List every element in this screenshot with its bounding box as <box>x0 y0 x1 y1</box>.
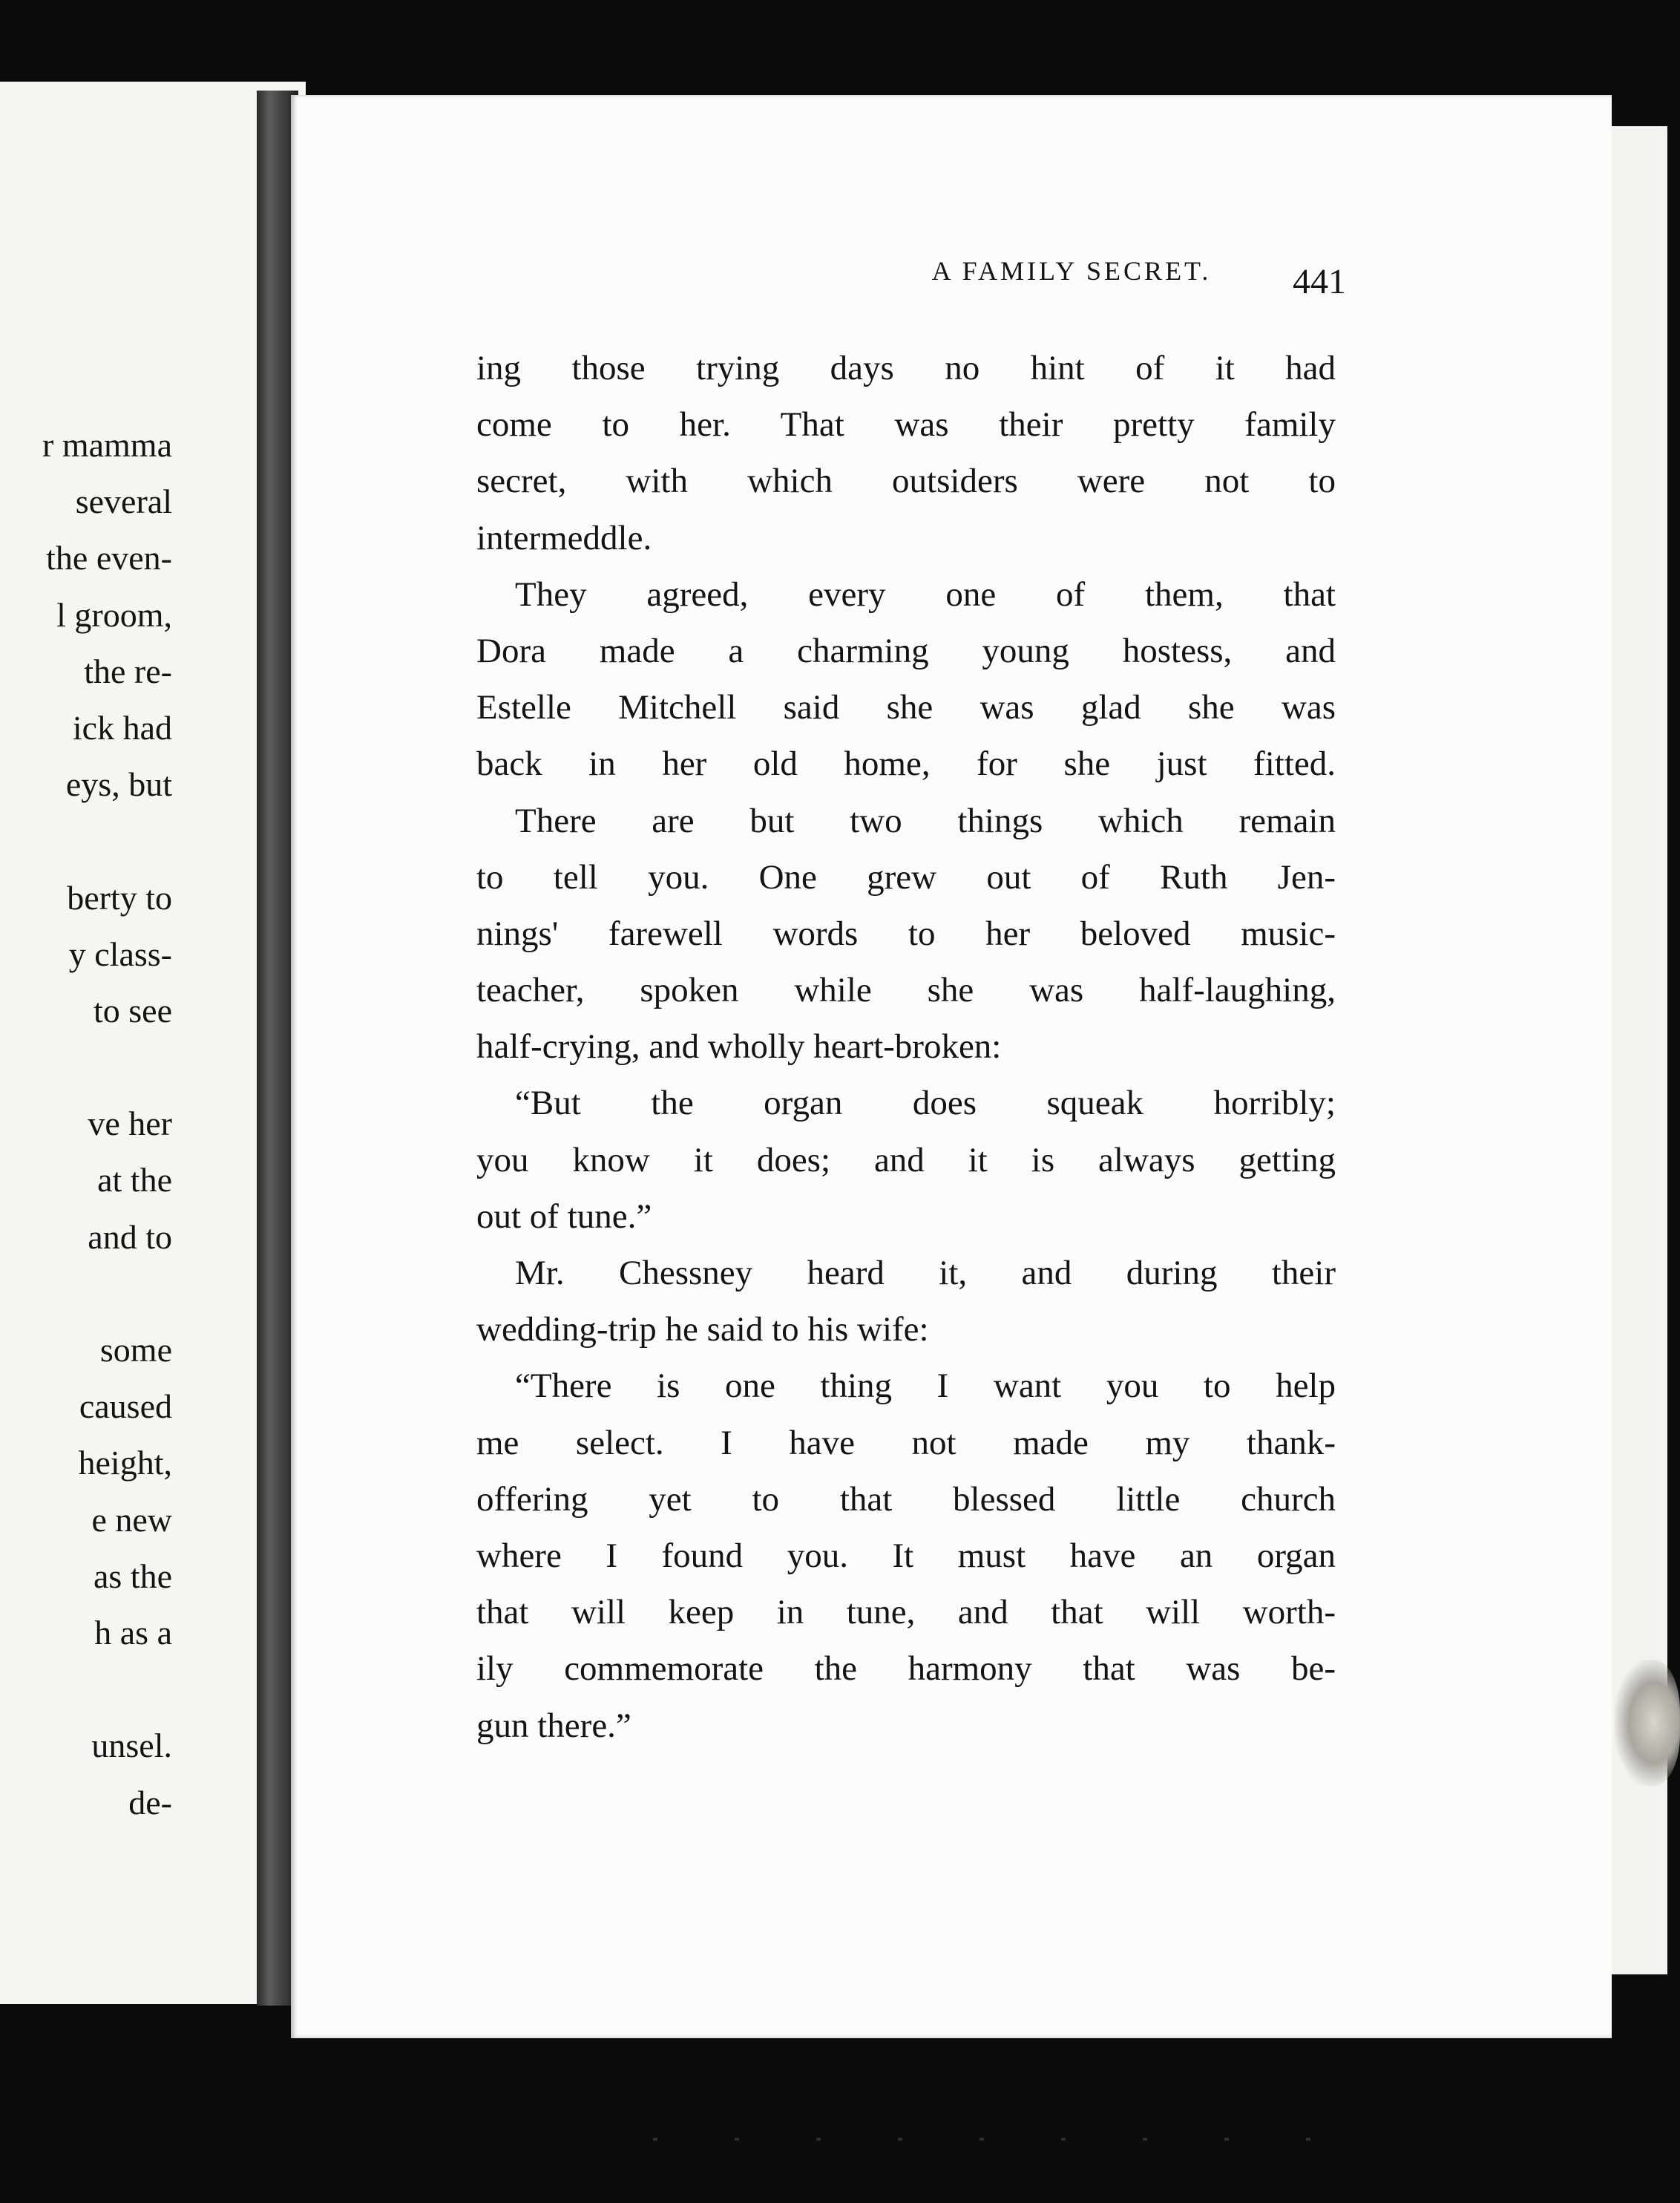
body-line: secret, with which outsiders were not to <box>476 462 1336 501</box>
previous-page-line <box>0 1039 172 1096</box>
body-line: They agreed, every one of them, that <box>515 575 1336 614</box>
body-line: that will keep in tune, and that will worth- <box>476 1593 1336 1632</box>
previous-page-line: some <box>99 1331 172 1369</box>
body-line: There are but two things which remain <box>515 801 1336 840</box>
body-line: teacher, spoken while she was half-laughing, <box>476 971 1336 1010</box>
body-line: to tell you. One grew out of Ruth Jen- <box>476 857 1336 897</box>
body-line: come to her. That was their pretty family <box>476 405 1336 445</box>
previous-page-line: caused <box>79 1387 172 1426</box>
body-line: gun there.” <box>476 1706 631 1745</box>
previous-page-line: height, <box>78 1444 172 1482</box>
scan-specks <box>653 2138 1321 2141</box>
previous-page-line: eys, but <box>65 765 172 804</box>
previous-page-line: the re- <box>84 652 172 690</box>
previous-page-line: unsel. <box>91 1726 172 1765</box>
body-line: where I found you. It must have an organ <box>476 1536 1336 1575</box>
body-line: wedding-trip he said to his wife: <box>476 1310 929 1349</box>
scan-smudge <box>1615 1660 1680 1786</box>
previous-page-line <box>0 813 172 869</box>
body-line: half-crying, and wholly heart-broken: <box>476 1027 1002 1067</box>
body-line: ily commemorate the harmony that was be- <box>476 1649 1336 1689</box>
body-line: Mr. Chessney heard it, and during their <box>515 1254 1336 1292</box>
body-line: “There is one thing I want you to help <box>515 1366 1336 1406</box>
previous-page-line: and to <box>88 1217 172 1256</box>
previous-page-line: r mamma <box>42 426 172 464</box>
previous-page-line: at the <box>97 1161 172 1199</box>
body-line: intermeddle. <box>476 518 652 557</box>
body-line: nings' farewell words to her beloved music- <box>476 914 1336 953</box>
page-number: 441 <box>1293 262 1346 301</box>
previous-page-line: the even- <box>46 539 172 577</box>
previous-page-line <box>0 1266 172 1322</box>
body-line: “But the organ does squeak horribly; <box>515 1084 1336 1123</box>
body-line: ing those trying days no hint of it had <box>476 349 1336 387</box>
previous-page-line: several <box>75 482 172 521</box>
previous-page-line: h as a <box>94 1613 172 1652</box>
previous-page-line: berty to <box>67 878 172 917</box>
previous-page-text-fragments <box>0 417 172 1831</box>
body-text <box>476 340 1336 1754</box>
body-line: Estelle Mitchell said she was glad she was <box>476 688 1336 727</box>
body-line: out of tune.” <box>476 1197 652 1236</box>
body-line: Dora made a charming young hostess, and <box>476 631 1336 670</box>
previous-page-line: de- <box>128 1783 172 1821</box>
previous-page-line <box>0 1661 172 1718</box>
body-line: you know it does; and it is always getting <box>476 1140 1336 1179</box>
previous-page-line: to see <box>93 991 172 1030</box>
previous-page-line: y class- <box>68 934 172 973</box>
body-line: me select. I have not made my thank- <box>476 1423 1336 1462</box>
running-head: A FAMILY SECRET. <box>931 256 1212 286</box>
previous-page-line: ve her <box>88 1104 172 1143</box>
body-line: back in her old home, for she just fitted. <box>476 744 1336 784</box>
previous-page-line: l groom, <box>56 595 172 634</box>
previous-page-line: e new <box>91 1500 172 1539</box>
current-page <box>291 95 1612 2038</box>
previous-page-line: ick had <box>72 708 172 747</box>
body-line: offering yet to that blessed little church <box>476 1479 1336 1519</box>
previous-page-line: as the <box>93 1556 172 1595</box>
